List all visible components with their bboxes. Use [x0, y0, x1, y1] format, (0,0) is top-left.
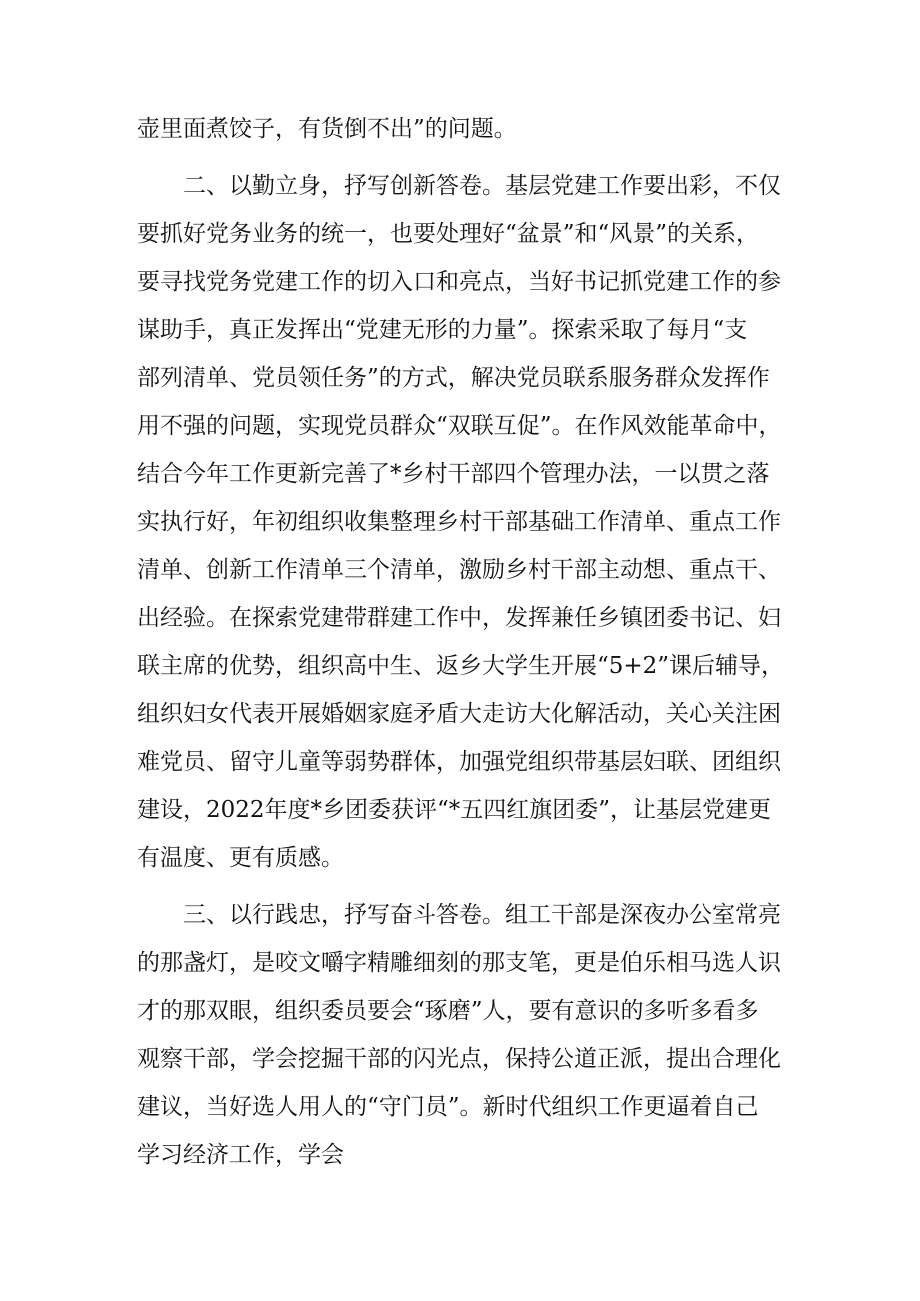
text-line: 谋助手，真正发挥出“党建无形的力量”。探索采取了每月“支 — [137, 317, 748, 343]
text-line: 才的那双眼，组织委员要会“琢磨”人，要有意识的多听多看多 — [137, 998, 759, 1024]
text-line: 部列清单、党员领任务”的方式，解决党员联系服务群众发挥作 — [137, 365, 770, 391]
text-line: 观察干部，学会挖掘干部的闪光点，保持公道正派，提出合理化 — [137, 1046, 781, 1072]
text-line: 组织妇女代表开展婚姻家庭矛盾大走访大化解活动，关心关注困 — [137, 701, 781, 727]
text-line: 建设，2022年度*乡团委获评“*五四红旗团委”，让基层党建更 — [137, 797, 772, 823]
text-line: 的那盏灯，是咬文嚼字精雕细刻的那支笔，更是伯乐相马选人识 — [137, 950, 781, 976]
text-line: 学习经济工作，学会 — [137, 1142, 344, 1168]
text-line: 用不强的问题，实现党员群众“双联互促”。在作风效能革命中， — [137, 413, 782, 439]
text-line: 要寻找党务党建工作的切入口和亮点，当好书记抓党建工作的参 — [137, 269, 781, 295]
text-line: 结合今年工作更新完善了*乡村干部四个管理办法，一以贯之落 — [137, 461, 770, 487]
text-line: 有温度、更有质感。 — [137, 845, 344, 871]
text-line: 清单、创新工作清单三个清单，激励乡村干部主动想、重点干、 — [137, 557, 781, 583]
text-line: 壶里面煮饺子，有货倒不出”的问题。 — [137, 116, 517, 142]
text-line: 出经验。在探索党建带群建工作中，发挥兼任乡镇团委书记、妇 — [137, 605, 781, 631]
text-line: 要抓好党务业务的统一，也要处理好“盆景”和“风景”的关系， — [137, 221, 760, 247]
text-line: 联主席的优势，组织高中生、返乡大学生开展“5+2”课后辅导， — [137, 653, 785, 679]
paragraph-2-first-line: 二、以勤立身，抒写创新答卷。基层党建工作要出彩，不仅 — [183, 173, 781, 199]
paragraph-3-first-line: 三、以行践忠，抒写奋斗答卷。组工干部是深夜办公室常亮 — [183, 902, 781, 928]
text-line: 难党员、留守儿童等弱势群体，加强党组织带基层妇联、团组织 — [137, 749, 781, 775]
text-line: 建议，当好选人用人的“守门员”。新时代组织工作更逼着自己 — [137, 1094, 759, 1120]
text-line: 实执行好，年初组织收集整理乡村干部基础工作清单、重点工作 — [137, 509, 781, 535]
